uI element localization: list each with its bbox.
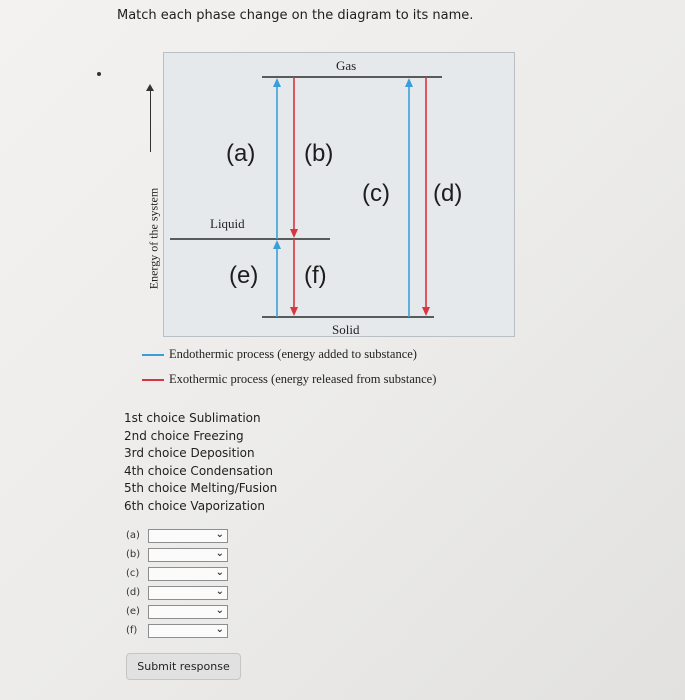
answer-select-c[interactable] [148,567,228,581]
choice-item: 1st choice Sublimation [124,411,261,425]
submit-response-button[interactable]: Submit response [126,653,241,680]
answer-select-e[interactable] [148,605,228,619]
answer-select-f[interactable] [148,624,228,638]
choice-item: 3rd choice Deposition [124,446,255,460]
chevron-down-icon: ⌄ [215,585,224,597]
legend-endothermic [142,347,417,362]
marker-f: (f) [304,262,327,289]
answer-select-b[interactable] [148,548,228,562]
energy-axis-label: Energy of the system [146,187,161,290]
choice-item: 5th choice Melting/Fusion [124,481,278,495]
arrow-d-head [422,307,430,316]
answer-tag-f: (f) [126,625,138,636]
answer-row-c [126,564,228,583]
chevron-down-icon: ⌄ [215,566,224,578]
choice-item: 6th choice Vaporization [124,498,265,513]
answer-tag-e: (e) [126,606,140,617]
arrow-f-head [290,307,298,316]
choice-item: 2nd choice Freezing [124,428,244,443]
legend-endothermic-swatch [142,354,164,356]
bullet-dot [97,72,101,76]
marker-b: (b) [304,140,334,167]
choice-item: 4th choice Condensation [124,463,273,478]
answer-select-d[interactable] [148,586,228,600]
legend-exothermic [142,372,436,387]
chevron-down-icon: ⌄ [215,547,224,559]
marker-d: (d) [433,180,463,207]
gas-label: Gas [336,58,357,73]
chevron-down-icon: ⌄ [215,528,224,540]
legend-exothermic-text: Exothermic process (energy released from substance) [169,372,437,386]
question-text: Match each phase change on the diagram to its name. [117,8,474,23]
legend-exothermic-swatch [142,379,164,381]
answer-tag-b: (b) [126,549,141,560]
marker-e: (e) [229,262,259,289]
choices-list [124,410,277,515]
arrow-b-head [290,229,298,238]
phase-diagram-svg [164,53,516,338]
chevron-down-icon: ⌄ [215,623,224,635]
answer-tag-a: (a) [126,530,140,541]
marker-a: (a) [226,140,256,167]
answer-select-a[interactable] [148,529,228,543]
answer-row-a [126,526,228,545]
answer-tag-d: (d) [126,587,141,598]
energy-axis-arrowhead [146,84,154,91]
arrow-a-head [273,78,281,87]
arrow-e-head [273,240,281,249]
answer-selects [126,526,228,640]
answer-tag-c: (c) [126,568,140,579]
answer-row-d [126,583,228,602]
chevron-down-icon: ⌄ [215,604,224,616]
marker-c: (c) [362,180,390,207]
liquid-label: Liquid [210,216,245,231]
answer-row-f [126,621,228,640]
legend-endothermic-text: Endothermic process (energy added to substance) [169,347,417,361]
solid-label: Solid [332,322,360,337]
answer-row-e [126,602,228,621]
arrow-c-head [405,78,413,87]
answer-row-b [126,545,228,564]
